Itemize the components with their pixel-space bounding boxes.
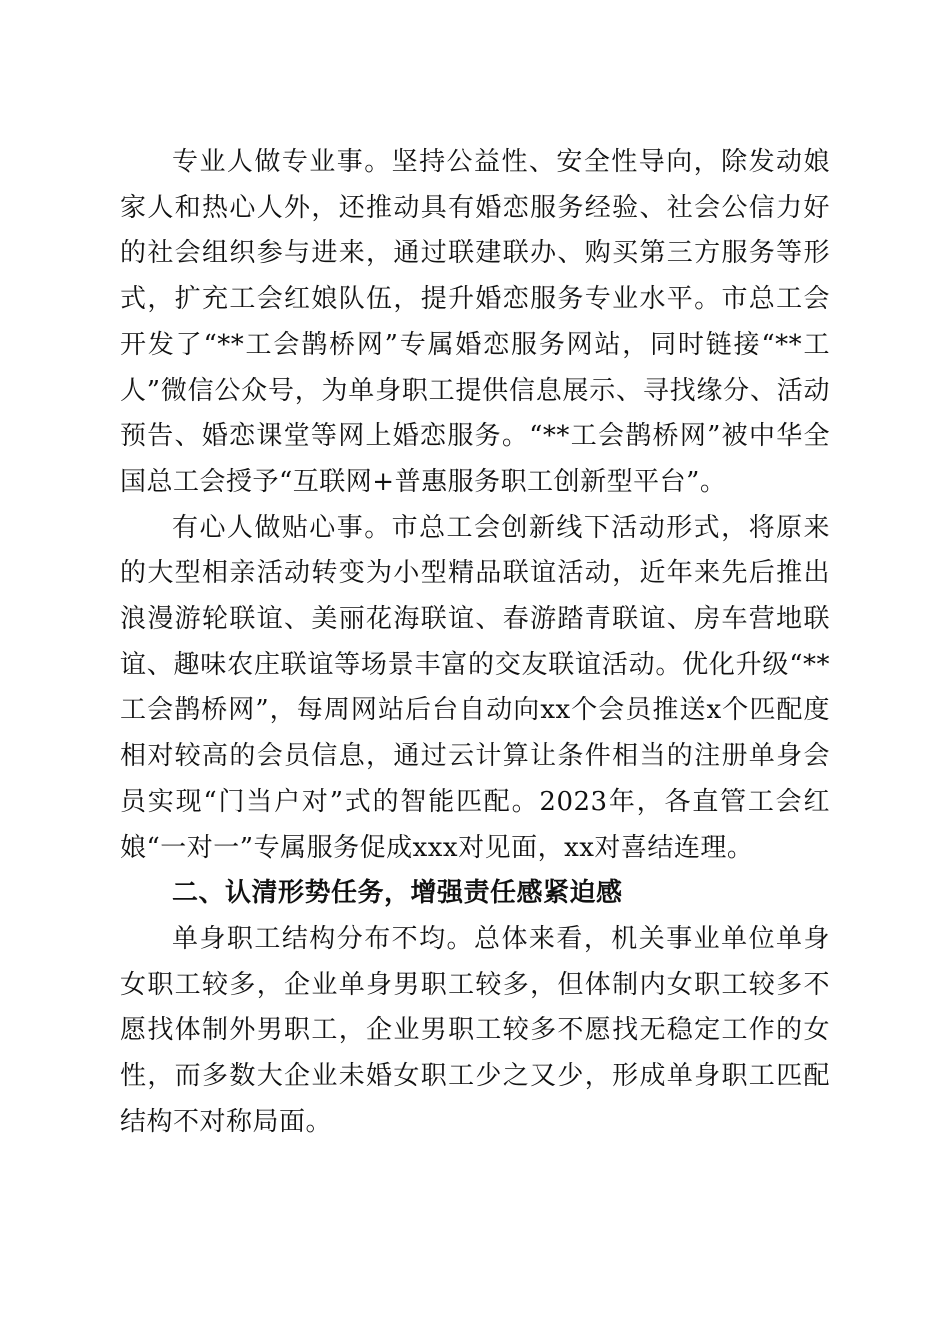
- paragraph-professional-service: 专业人做专业事。坚持公益性、安全性导向，除发动娘家人和热心人外，还推动具有婚恋服务经验、社会公信力好的社会组织参与进来，通过联建联办、购买第三方服务等形式，扩充工会红娘队伍，提升婚恋服务专业水平。市总工会开发了“**工会鹊桥网”专属婚恋服务网站，同时链接“**工人”微信公众号，为单身职工提供信息展示、寻找缘分、活动预告、婚恋课堂等网上婚恋服务。“**工会鹊桥网”被中华全国总工会授予“互联网+普惠服务职工创新型平台”。: [120, 147, 830, 497]
- paragraph-structure-imbalance: 单身职工结构分布不均。总体来看，机关事业单位单身女职工较多，企业单身男职工较多，但体制内女职工较多不愿找体制外男职工，企业男职工较多不愿找无稳定工作的女性，而多数大企业未婚女职工少之又少，形成单身职工匹配结构不对称局面。: [120, 923, 830, 1137]
- paragraph-offline-activities: 有心人做贴心事。市总工会创新线下活动形式，将原来的大型相亲活动转变为小型精品联谊活动，近年来先后推出浪漫游轮联谊、美丽花海联谊、春游踏青联谊、房车营地联谊、趣味农庄联谊等场景丰富的交友联谊活动。优化升级“**工会鹊桥网”，每周网站后台自动向xx个会员推送x个匹配度相对较高的会员信息，通过云计算让条件相当的注册单身会员实现“门当户对”式的智能匹配。2023年，各直管工会红娘“一对一”专属服务促成xxx对见面，xx对喜结连理。: [120, 512, 830, 863]
- document-body: [120, 140, 830, 1145]
- section-heading: 二、认清形势任务，增强责任感紧迫感: [172, 878, 623, 909]
